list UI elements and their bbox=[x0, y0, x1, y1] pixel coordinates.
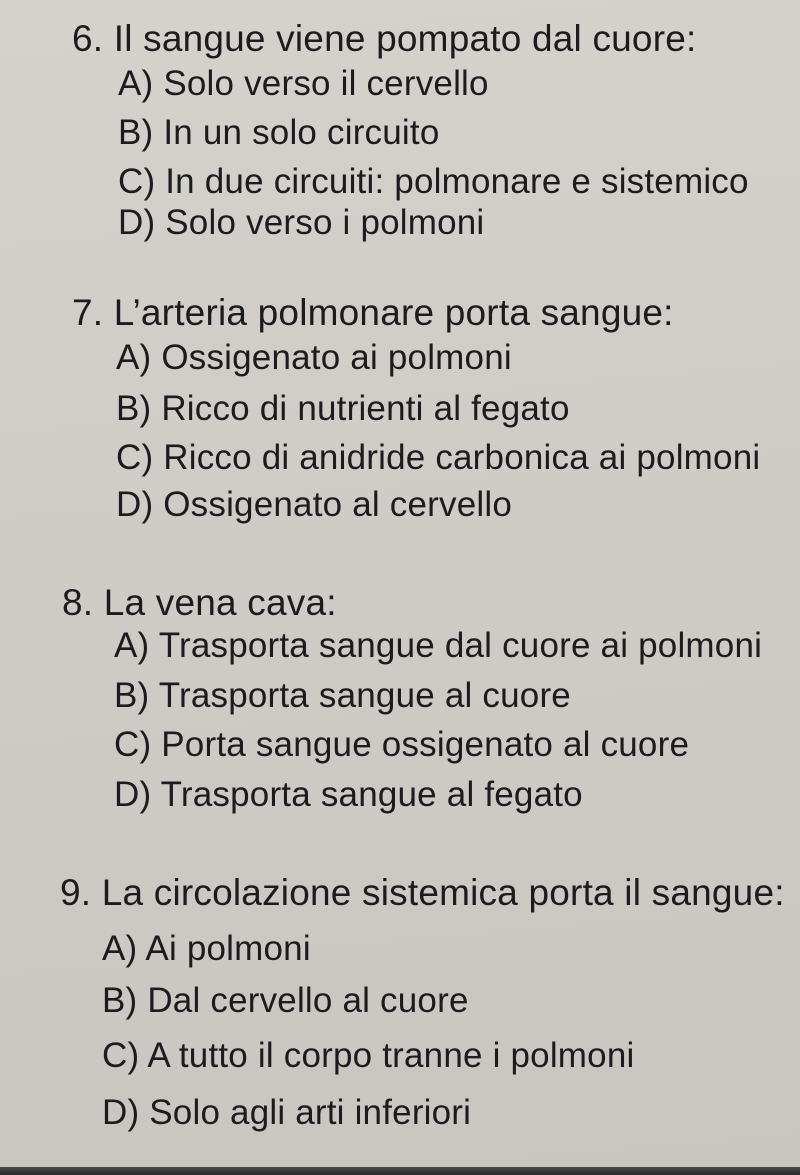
question-6-option-d: D) Solo verso i polmoni bbox=[118, 203, 485, 242]
question-9-option-b: B) Dal cervello al cuore bbox=[102, 981, 469, 1020]
question-9-stem: 9. La circolazione sistemica porta il sangue: bbox=[60, 872, 785, 913]
question-9-option-a: A) Ai polmoni bbox=[102, 929, 311, 968]
question-6-option-a: A) Solo verso il cervello bbox=[118, 64, 489, 103]
question-8-option-c: C) Porta sangue ossigenato al cuore bbox=[114, 725, 690, 764]
question-7-stem: 7. L’arteria polmonare porta sangue: bbox=[72, 292, 674, 333]
question-7-option-b: B) Ricco di nutrienti al fegato bbox=[116, 389, 570, 428]
question-9-option-d: D) Solo agli arti inferiori bbox=[102, 1093, 472, 1132]
question-7-option-c: C) Ricco di anidride carbonica ai polmoni bbox=[116, 438, 761, 477]
question-8-option-a: A) Trasporta sangue dal cuore ai polmoni bbox=[114, 626, 763, 665]
question-8-option-d: D) Trasporta sangue al fegato bbox=[114, 775, 583, 814]
question-9-option-c: C) A tutto il corpo tranne i polmoni bbox=[102, 1036, 635, 1075]
question-8-stem: 8. La vena cava: bbox=[62, 582, 337, 623]
question-6-stem: 6. Il sangue viene pompato dal cuore: bbox=[72, 18, 697, 59]
question-7-option-a: A) Ossigenato ai polmoni bbox=[116, 338, 512, 377]
question-7-option-d: D) Ossigenato al cervello bbox=[116, 485, 512, 524]
page-bottom-edge bbox=[0, 1167, 800, 1175]
question-8-option-b: B) Trasporta sangue al cuore bbox=[114, 676, 571, 715]
question-6-option-b: B) In un solo circuito bbox=[118, 113, 440, 152]
question-6-option-c: C) In due circuiti: polmonare e sistemico bbox=[118, 162, 749, 201]
